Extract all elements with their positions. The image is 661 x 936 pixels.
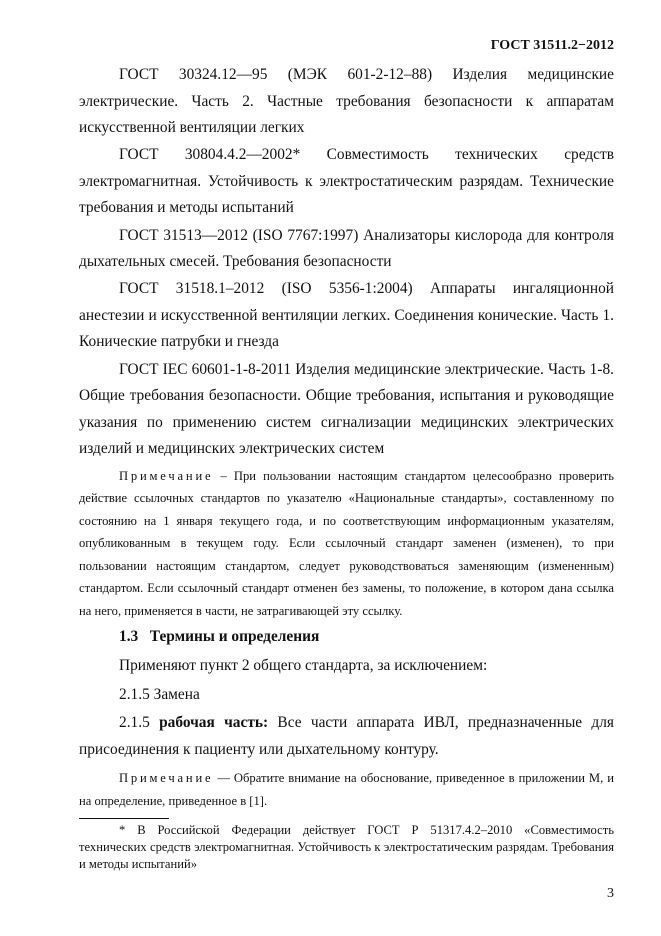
term-text: Все части аппарата ИВЛ, предназначенные для присоединения к пациенту или дыхательному контуру. (79, 714, 614, 758)
footnote-divider (79, 818, 169, 819)
reference-gost-iec-60601: ГОСТ IEC 60601-1-8-2011 Изделия медицинские электрические. Часть 1-8. Общие требования безопасности. Общие требования, испытания и руководящие указания по применению систем сигнализации медицинских электрических изделий и медицинских электрических систем (79, 360, 614, 458)
footnote: * В Российской Федерации действует ГОСТ Р 51317.4.2–2010 «Совместимость технических средств электромагнитная. Устойчивость к электростатическим разрядам. Требования и методы испытаний» (79, 823, 614, 871)
note-label: Примечание (119, 468, 214, 483)
section-title: Термины и определения (149, 628, 320, 646)
note-label: Примечание (119, 771, 214, 786)
document-header-id: ГОСТ 31511.2−2012 (490, 38, 614, 53)
note-references (79, 465, 614, 623)
apply-paragraph: Применяют пункт 2 общего стандарта, за исключением: (119, 657, 488, 674)
note-text: – При пользовании настоящим стандартом целесообразно проверить действие ссылочных стандартов по указателю «Национальные стандарты», составленному по состоянию на 1 января текущего года, и по соответствующим информационным указателям, опубликованным в текущем году. Если ссылочный стандарт заменен (изменен), то при пользовании настоящим стандартом, следует руководствоваться заменяющим (измененным) стандартом. Если ссылочный стандарт отменен без замены, то положение, в котором дана ссылка на него, применяется в части, не затрагивающей эту ссылку. (79, 468, 614, 618)
note-term (79, 767, 614, 812)
term-number: 2.1.5 (119, 714, 150, 732)
term-name: рабочая часть: (159, 714, 269, 732)
page-body (79, 62, 614, 812)
note-text: — Обратите внимание на обоснование, приведенное в приложении М, и на определение, приведенное в [1]. (79, 771, 614, 808)
reference-gost-31518: ГОСТ 31518.1–2012 (ISO 5356-1:2004) Аппараты ингаляционной анестезии и искусственной вентиляции легких. Соединения конические. Часть 1. Конические патрубки и гнезда (79, 280, 614, 351)
term-definition (79, 710, 614, 763)
page-number: 3 (607, 886, 614, 901)
section-number: 1.3 (119, 628, 139, 646)
replace-item: 2.1.5 Замена (119, 685, 200, 703)
reference-gost-31513: ГОСТ 31513—2012 (ISO 7767:1997) Анализаторы кислорода для контроля дыхательных смесей. Требования безопасности (79, 226, 614, 271)
reference-gost-30804: ГОСТ 30804.4.2—2002* Совместимость технических средств электромагнитная. Устойчивость к электростатическим разрядам. Технические требования и методы испытаний (79, 146, 614, 217)
reference-gost-30324: ГОСТ 30324.12—95 (МЭК 601-2-12–88) Изделия медицинские электрические. Часть 2. Частные требования безопасности к аппаратам искусственной вентиляции легких (79, 66, 614, 137)
section-heading (79, 624, 614, 651)
